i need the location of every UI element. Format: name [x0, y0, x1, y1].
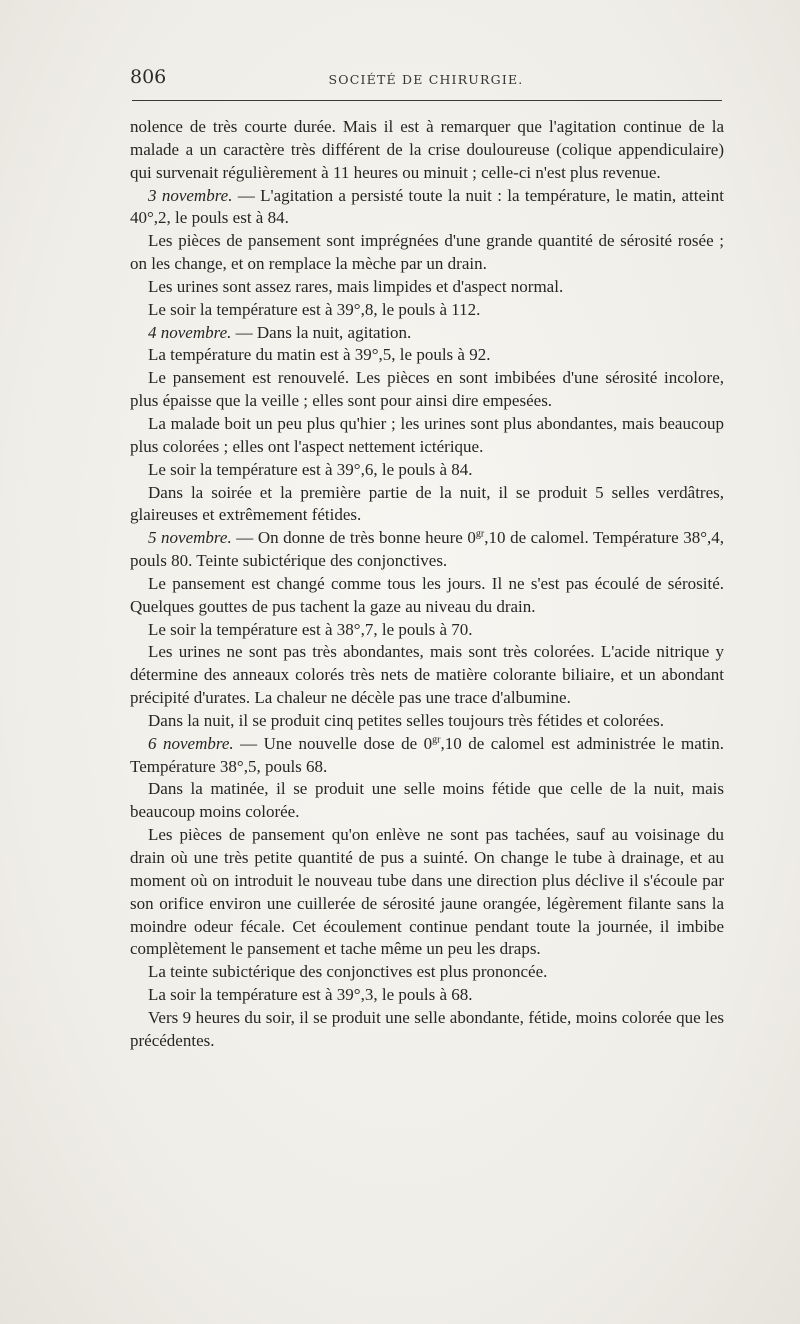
- paragraph: Les pièces de pansement sont imprégnées d'une grande quantité de sérosité rosée ; on les change, et on remplace la mèche par un drain.: [130, 231, 724, 274]
- paragraph: La température du matin est à 39°,5, le pouls à 92.: [148, 345, 491, 365]
- paragraph: Le soir la température est à 38°,7, le pouls à 70.: [148, 619, 473, 639]
- body-text: [130, 116, 724, 1053]
- paragraph: Les pièces de pansement qu'on enlève ne sont pas tachées, sauf au voisinage du drain où une très petite quantité de pus a suinté. On change le tube à drainage, et au moment où on introduit le nouveau tube dans une direction plus déclive il s'écoule par son orifice environ une cuillerée de sérosité jaune orangée, légèrement filante sans la moindre odeur fécale. Cet écoulement continue pendant toute la journée, il imbibe complètement le pansement et tache même un peu les draps.: [130, 825, 724, 959]
- paragraph: La soir la température est à 39°,3, le pouls à 68.: [148, 985, 473, 1005]
- paragraph-dated: 3 novembre. — L'agitation a persisté toute la nuit : la température, le matin, atteint 40°,2, le pouls est à 84.: [130, 185, 724, 228]
- date-heading: 5 novembre.: [148, 528, 232, 548]
- paragraph: Les urines ne sont pas très abondantes, mais sont très colorées. L'acide nitrique y détermine des anneaux colorés très nets de matière colorante biliaire, et un abondant précipité d'urates. La chaleur ne décèle pas une trace d'albumine.: [130, 642, 724, 708]
- paragraph: La teinte subictérique des conjonctives est plus prononcée.: [148, 962, 548, 982]
- paragraph: nolence de très courte durée. Mais il est à remarquer que l'agitation continue de la malade a un caractère très différent de la crise douloureuse (colique appendiculaire) qui survenait régulièrement à 11 heures ou minuit ; celle-ci n'est plus revenue.: [130, 117, 724, 182]
- header-rule: [132, 100, 722, 101]
- paragraph-dated: 4 novembre. — Dans la nuit, agitation.: [148, 322, 412, 342]
- paragraph: Dans la soirée et la première partie de la nuit, il se produit 5 selles verdâtres, glaireuses et extrêmement fétides.: [130, 482, 724, 525]
- paragraph-dated: 5 novembre. — On donne de très bonne heure $0^{gr},10$ de calomel. Température 38°,4, pouls 80. Teinte subictérique des conjonctives.: [130, 528, 724, 571]
- paragraph: Dans la nuit, il se produit cinq petites selles toujours très fétides et colorées.: [148, 710, 665, 730]
- paragraph: Le soir la température est à 39°,8, le pouls à 112.: [148, 299, 481, 319]
- date-heading: 4 novembre.: [148, 322, 232, 342]
- paragraph: La malade boit un peu plus qu'hier ; les urines sont plus abondantes, mais beaucoup plus colorées ; elles ont l'aspect nettement ictérique.: [130, 413, 724, 456]
- date-heading: 6 novembre.: [148, 733, 234, 753]
- date-heading: 3 novembre.: [148, 185, 233, 205]
- paragraph: Le pansement est changé comme tous les jours. Il ne s'est pas écoulé de sérosité. Quelques gouttes de pus tachent la gaze au niveau du drain.: [130, 573, 724, 616]
- page-header: [130, 66, 722, 92]
- paragraph: Les urines sont assez rares, mais limpides et d'aspect normal.: [148, 276, 564, 296]
- page-number: 806: [130, 66, 167, 88]
- paragraph-dated: 6 novembre. — Une nouvelle dose de $0^{gr},10$ de calomel est administrée le matin. Température 38°,5, pouls 68.: [130, 733, 724, 776]
- paragraph: Le soir la température est à 39°,6, le pouls à 84.: [148, 459, 473, 479]
- running-title: SOCIÉTÉ DE CHIRURGIE.: [328, 72, 524, 87]
- paragraph: Dans la matinée, il se produit une selle moins fétide que celle de la nuit, mais beaucoup moins colorée.: [130, 779, 724, 822]
- paragraph: Le pansement est renouvelé. Les pièces en sont imbibées d'une sérosité incolore, plus épaisse que la veille ; elles sont pour ainsi dire empesées.: [130, 368, 724, 411]
- paragraph: Vers 9 heures du soir, il se produit une selle abondante, fétide, moins colorée que les précédentes.: [130, 1007, 724, 1050]
